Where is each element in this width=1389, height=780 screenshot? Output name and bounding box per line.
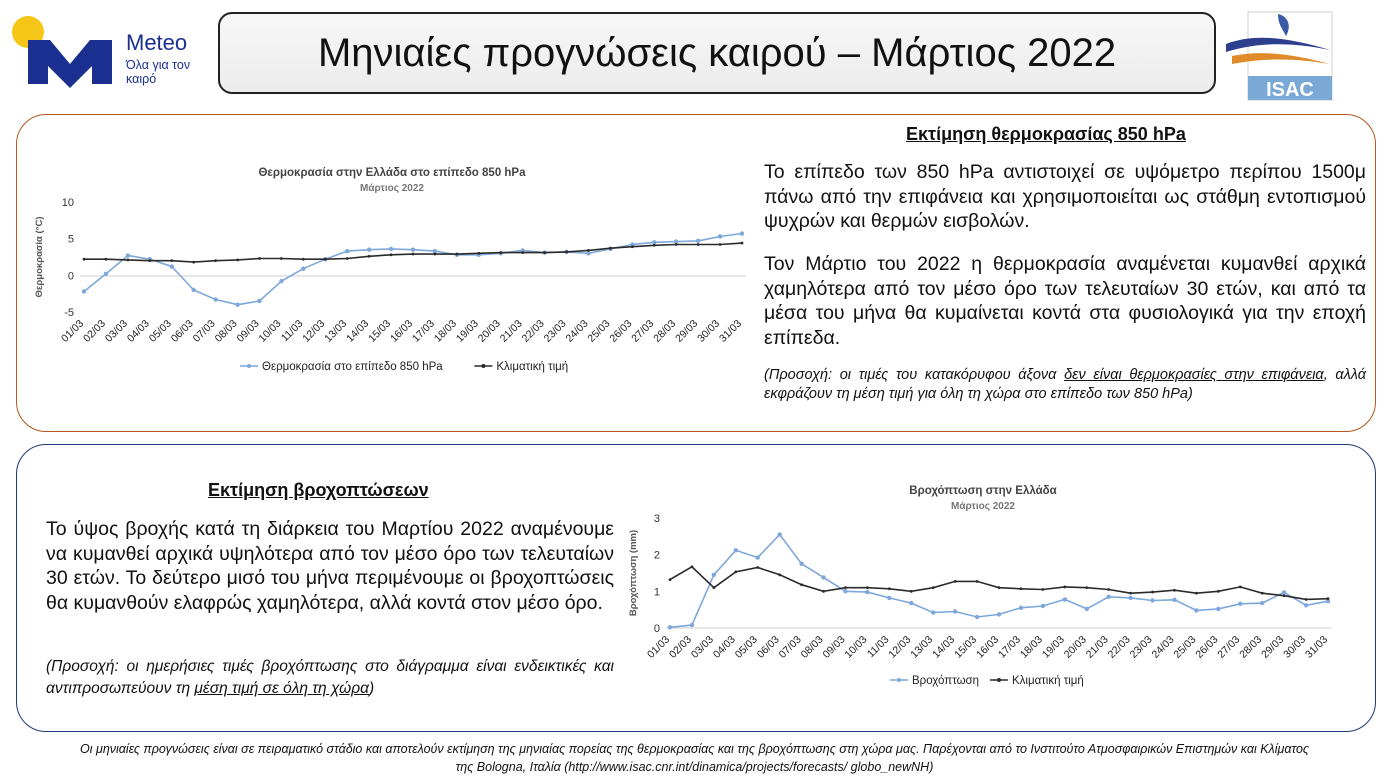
data-point-1 [390, 253, 393, 256]
data-point-1 [236, 259, 239, 262]
x-tick-label: 30/03 [1281, 633, 1309, 661]
legend-marker-0 [247, 364, 251, 368]
rain-heading: Εκτίμηση βροχοπτώσεων [208, 480, 429, 500]
data-point-1 [1107, 588, 1110, 591]
x-tick-label: 05/03 [732, 633, 760, 661]
x-tick-label: 03/03 [102, 317, 130, 345]
data-point-1 [126, 259, 129, 262]
data-point-0 [170, 264, 174, 268]
data-point-0 [191, 288, 195, 292]
x-tick-label: 14/03 [930, 633, 958, 661]
data-point-1 [1327, 597, 1330, 600]
x-tick-label: 04/03 [710, 633, 738, 661]
data-point-1 [756, 566, 759, 569]
x-tick-label: 23/03 [1127, 633, 1155, 661]
x-tick-label: 12/03 [886, 633, 914, 661]
x-tick-label: 02/03 [666, 633, 695, 661]
data-point-1 [148, 259, 151, 262]
x-tick-label: 30/03 [695, 317, 723, 345]
x-tick-label: 15/03 [952, 633, 980, 661]
series-line-1 [670, 567, 1328, 600]
data-point-0 [1282, 590, 1286, 594]
data-point-1 [800, 583, 803, 586]
data-point-0 [865, 590, 869, 594]
data-point-1 [888, 587, 891, 590]
page-title: Μηνιαίες προγνώσεις καιρού – Μάρτιος 2022 [317, 30, 1117, 75]
series-line-0 [84, 234, 742, 305]
data-point-1 [778, 573, 781, 576]
y-tick-label: 0 [67, 270, 74, 283]
data-point-1 [412, 253, 415, 256]
data-point-1 [954, 580, 957, 583]
y-tick-label: 0 [653, 623, 660, 635]
x-tick-label: 04/03 [124, 317, 152, 345]
x-tick-label: 25/03 [585, 317, 613, 345]
data-point-1 [844, 586, 847, 589]
data-point-0 [696, 239, 700, 243]
data-point-0 [1238, 602, 1242, 606]
legend-marker-1 [997, 678, 1001, 682]
temperature-note-emphasis: δεν είναι θερμοκρασίες στην επιφάνεια [1064, 367, 1324, 383]
data-point-1 [653, 244, 656, 247]
data-point-1 [719, 243, 722, 246]
data-point-0 [345, 249, 349, 253]
y-axis-label: Βροχόπτωση (mm) [628, 529, 639, 617]
x-tick-label: 06/03 [168, 317, 196, 345]
data-point-0 [367, 247, 371, 251]
x-tick-label: 05/03 [146, 317, 174, 345]
data-point-1 [1129, 592, 1132, 595]
x-tick-label: 28/03 [1237, 633, 1265, 661]
data-point-1 [258, 257, 261, 260]
footer-line-1: Οι μηνιαίες προγνώσεις είναι σε πειραματικό στάδιο και αποτελούν εκτίμηση της μηνιαίας πορείας της θερμοκρασίας και της βροχόπτωσης στη χώρα μας. Παρέχονται από το Ινστιτούτο Ατμοσφαιρικών Επιστημών και Κλίματος [80, 742, 1309, 756]
x-tick-label: 24/03 [1149, 633, 1177, 661]
data-point-1 [1239, 586, 1242, 589]
data-point-0 [1304, 603, 1308, 607]
data-point-1 [324, 258, 327, 261]
x-tick-label: 21/03 [1083, 633, 1111, 661]
x-tick-label: 15/03 [366, 317, 394, 345]
temperature-chart [30, 158, 760, 388]
legend-label-1: Κλιματική τιμή [496, 361, 569, 373]
data-point-1 [697, 243, 700, 246]
data-point-1 [83, 258, 86, 261]
data-point-0 [1216, 607, 1220, 611]
data-point-1 [866, 586, 869, 589]
brand-slogan: Όλα για τον καιρό [126, 58, 191, 86]
x-tick-label: 18/03 [431, 317, 459, 345]
y-tick-label: 5 [67, 233, 74, 246]
footer [10, 740, 1379, 776]
x-tick-label: 12/03 [300, 317, 328, 345]
data-point-1 [976, 580, 979, 583]
data-point-1 [1063, 586, 1066, 589]
y-tick-label: 2 [653, 549, 660, 562]
x-tick-label: 20/03 [475, 317, 503, 345]
x-tick-label: 27/03 [1215, 633, 1243, 661]
x-tick-label: 31/03 [1303, 633, 1331, 661]
chart-subtitle: Μάρτιος 2022 [951, 501, 1015, 512]
x-tick-label: 26/03 [607, 317, 635, 345]
data-point-1 [170, 259, 173, 262]
x-tick-label: 07/03 [776, 633, 804, 661]
data-point-0 [975, 615, 979, 619]
data-point-1 [565, 250, 568, 253]
data-point-0 [301, 267, 305, 271]
data-point-1 [669, 578, 672, 581]
data-point-0 [718, 234, 722, 238]
data-point-0 [1063, 597, 1067, 601]
data-point-1 [631, 245, 634, 248]
legend-label-0: Βροχόπτωση [912, 675, 980, 687]
y-tick-label: 3 [653, 513, 660, 525]
x-tick-label: 10/03 [256, 317, 284, 345]
data-point-1 [1261, 592, 1264, 595]
brand-name: Meteo [126, 30, 188, 55]
data-point-0 [1260, 601, 1264, 605]
data-point-1 [1041, 588, 1044, 591]
legend-marker-1 [481, 364, 485, 368]
data-point-1 [1283, 594, 1286, 597]
data-point-0 [712, 573, 716, 577]
data-point-1 [910, 590, 913, 593]
x-tick-label: 13/03 [322, 317, 350, 345]
x-tick-label: 22/03 [1105, 633, 1133, 661]
legend-marker-0 [897, 678, 901, 682]
data-point-0 [931, 610, 935, 614]
data-point-0 [1106, 595, 1110, 599]
data-point-1 [998, 586, 1001, 589]
x-tick-label: 28/03 [651, 317, 679, 345]
x-tick-label: 24/03 [563, 317, 591, 345]
data-point-0 [821, 575, 825, 579]
data-point-1 [368, 255, 371, 258]
data-point-1 [609, 247, 612, 250]
x-tick-label: 10/03 [842, 633, 870, 661]
x-tick-label: 29/03 [1259, 633, 1287, 661]
x-tick-label: 18/03 [1017, 633, 1045, 661]
chart-title: Θερμοκρασία στην Ελλάδα στο επίπεδο 850 hPa [258, 167, 526, 179]
x-tick-label: 16/03 [974, 633, 1002, 661]
data-point-1 [741, 242, 744, 245]
meteo-logo-mark [12, 14, 122, 94]
data-point-1 [214, 259, 217, 262]
chart-title: Βροχόπτωση στην Ελλάδα [909, 485, 1057, 497]
data-point-0 [734, 548, 738, 552]
data-point-1 [434, 253, 437, 256]
data-point-1 [712, 586, 715, 589]
x-tick-label: 16/03 [388, 317, 416, 345]
x-tick-label: 02/03 [80, 317, 109, 345]
rain-chart [628, 478, 1348, 692]
data-point-1 [192, 261, 195, 264]
data-point-0 [756, 555, 760, 559]
data-point-1 [587, 249, 590, 252]
data-point-0 [82, 289, 86, 293]
data-point-1 [477, 252, 480, 255]
x-tick-label: 29/03 [673, 317, 701, 345]
meteo-m-shape [28, 40, 112, 88]
data-point-1 [455, 253, 458, 256]
page-title-box [218, 12, 1216, 94]
x-tick-label: 20/03 [1061, 633, 1089, 661]
x-tick-label: 19/03 [1039, 633, 1067, 661]
data-point-0 [799, 562, 803, 566]
data-point-1 [734, 571, 737, 574]
x-tick-label: 09/03 [820, 633, 848, 661]
series-line-1 [84, 243, 742, 262]
data-point-0 [1194, 608, 1198, 612]
x-tick-label: 01/03 [59, 317, 87, 345]
data-point-1 [675, 243, 678, 246]
temperature-paragraph-1: Το επίπεδο των 850 hPa αντιστοιχεί σε υψόμετρο περίπου 1500μ πάνω από την επιφάνεια και χρησιμοποιείται ως στάθμη εντοπισμού ψυχρών και θερμών εισβολών. [764, 161, 1366, 232]
data-point-0 [1128, 596, 1132, 600]
x-tick-label: 26/03 [1193, 633, 1221, 661]
x-tick-label: 06/03 [754, 633, 782, 661]
data-point-0 [997, 612, 1001, 616]
y-tick-label: 10 [61, 197, 74, 209]
temperature-note: (Προσοχή: οι τιμές του κατακόρυφου άξονα δεν είναι θερμοκρασίες στην επιφάνεια, αλλά εκφράζουν τη μέση τιμή για όλη τη χώρα στο επίπεδο των 850 hPa) [764, 367, 1366, 402]
rain-note: (Προσοχή: οι ημερήσιες τιμές βροχόπτωσης στο διάγραμμα είναι ενδεικτικές και αντιπροσωπεύουν τη μέση τιμή σε όλη τη χώρα) [46, 658, 614, 697]
y-tick-label: 1 [653, 586, 660, 599]
data-point-0 [668, 625, 672, 629]
data-point-1 [1195, 592, 1198, 595]
data-point-0 [887, 596, 891, 600]
x-tick-label: 08/03 [798, 633, 826, 661]
data-point-0 [411, 247, 415, 251]
data-point-0 [843, 589, 847, 593]
x-tick-label: 23/03 [541, 317, 569, 345]
x-tick-label: 22/03 [519, 317, 547, 345]
x-tick-label: 11/03 [278, 317, 306, 345]
data-point-1 [932, 586, 935, 589]
data-point-0 [213, 297, 217, 301]
y-tick-label: -5 [64, 307, 74, 319]
temperature-heading: Εκτίμηση θερμοκρασίας 850 hPa [906, 124, 1186, 144]
x-tick-label: 27/03 [629, 317, 657, 345]
x-tick-label: 25/03 [1171, 633, 1199, 661]
footer-line-2: της Bologna, Ιταλία (http://www.isac.cnr.int/dinamica/projects/forecasts/ globo_newNH) [455, 760, 934, 774]
data-point-1 [1173, 589, 1176, 592]
data-point-1 [521, 251, 524, 254]
data-point-0 [1150, 598, 1154, 602]
x-tick-label: 19/03 [453, 317, 481, 345]
data-point-0 [1172, 598, 1176, 602]
data-point-1 [346, 257, 349, 260]
legend-label-1: Κλιματική τιμή [1012, 675, 1084, 687]
x-tick-label: 03/03 [688, 633, 716, 661]
data-point-0 [257, 299, 261, 303]
x-tick-label: 14/03 [344, 317, 372, 345]
x-tick-label: 31/03 [717, 317, 745, 345]
data-point-1 [1305, 598, 1308, 601]
chart-subtitle: Μάρτιος 2022 [360, 183, 424, 194]
data-point-1 [1151, 591, 1154, 594]
data-point-0 [777, 532, 781, 536]
x-tick-label: 08/03 [212, 317, 240, 345]
data-point-0 [909, 601, 913, 605]
data-point-0 [690, 623, 694, 627]
x-tick-label: 13/03 [908, 633, 936, 661]
y-axis-label: Θερμοκρασία (°C) [34, 216, 45, 298]
data-point-1 [1085, 586, 1088, 589]
data-point-1 [822, 590, 825, 593]
data-point-0 [126, 253, 130, 257]
isac-logo [1222, 6, 1334, 102]
data-point-0 [235, 302, 239, 306]
x-tick-label: 11/03 [864, 633, 892, 661]
x-tick-label: 07/03 [190, 317, 218, 345]
legend-label-0: Θερμοκρασία στο επίπεδο 850 hPa [262, 361, 443, 373]
data-point-0 [389, 247, 393, 251]
data-point-1 [691, 565, 694, 568]
data-point-1 [1217, 590, 1220, 593]
data-point-1 [499, 251, 502, 254]
isac-logo-text: ISAC [1266, 79, 1314, 101]
data-point-1 [1020, 587, 1023, 590]
data-point-1 [105, 258, 108, 261]
x-tick-label: 17/03 [409, 317, 438, 345]
data-point-0 [279, 279, 283, 283]
data-point-0 [1041, 604, 1045, 608]
data-point-0 [740, 231, 744, 235]
temperature-paragraph-2: Τον Μάρτιο του 2022 η θερμοκρασία αναμένεται κυμανθεί αρχικά χαμηλότερα από τον μέσο όρο των τελευταίων 30 ετών, και από τα μέσα του μήνα θα κυμαίνεται κοντά στα φυσιολογικά για την εποχή επίπεδα. [764, 253, 1366, 349]
rain-note-emphasis: μέση τιμή σε όλη τη χώρα [194, 680, 369, 697]
data-point-1 [302, 258, 305, 261]
data-point-0 [1085, 607, 1089, 611]
data-point-0 [953, 609, 957, 613]
data-point-0 [104, 272, 108, 276]
data-point-0 [1019, 606, 1023, 610]
data-point-1 [543, 251, 546, 254]
data-point-1 [280, 257, 283, 260]
x-tick-label: 21/03 [497, 317, 525, 345]
x-tick-label: 17/03 [995, 633, 1024, 661]
x-tick-label: 09/03 [234, 317, 262, 345]
rain-paragraph-1: Το ύψος βροχής κατά τη διάρκεια του Μαρτίου 2022 αναμένουμε να κυμανθεί αρχικά υψηλότερα από τον μέσο όρο των τελευταίων 30 ετών. Το δεύτερο μισό του μήνα περιμένουμε οι βροχοπτώσεις θα κυμανθούν ελαφρώς χαμηλότερα, αλλά κοντά στον μέσο όρο. [46, 518, 614, 614]
x-tick-label: 01/03 [645, 633, 673, 661]
